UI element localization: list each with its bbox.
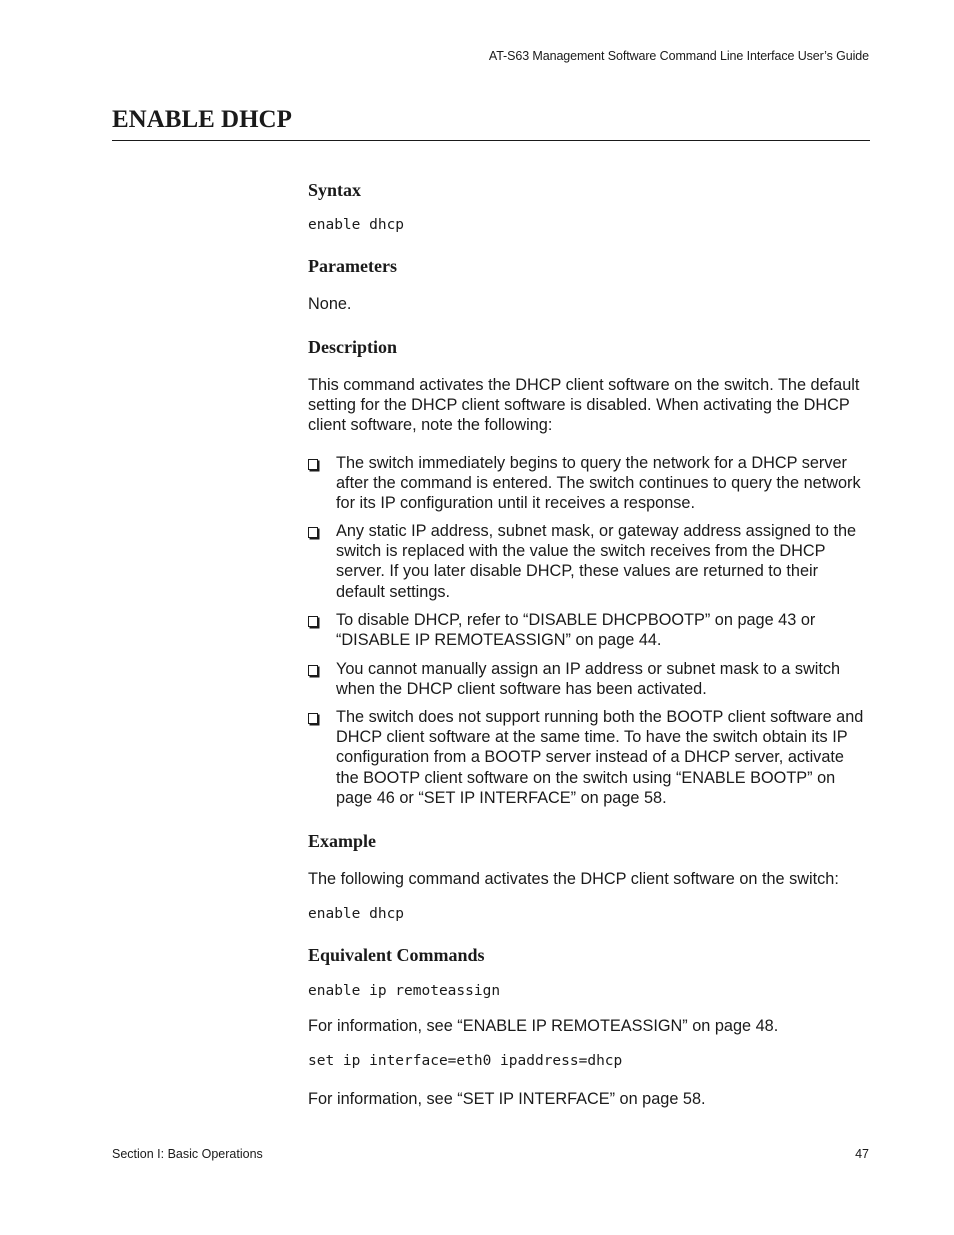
equivalent-code-2: set ip interface=eth0 ipaddress=dhcp — [308, 1053, 623, 1069]
parameters-text: None. — [308, 295, 352, 313]
bullet-text: To disable DHCP, refer to “DISABLE DHCPBOOTP” on page 43 or “DISABLE IP REMOTEASSIGN” on page 44. — [336, 611, 816, 650]
checkbox-bullet-icon — [308, 665, 318, 676]
checkbox-bullet-icon — [308, 459, 318, 470]
equivalent-info-1: For information, see “ENABLE IP REMOTEASSIGN” on page 48. — [308, 1017, 779, 1035]
example-heading: Example — [308, 831, 377, 851]
footer-page-number: 47 — [855, 1147, 869, 1161]
bullet-text: You cannot manually assign an IP address or subnet mask to a switch when the DHCP client software has been activated. — [336, 660, 841, 699]
footer-section: Section I: Basic Operations — [112, 1147, 263, 1161]
bullet-text: Any static IP address, subnet mask, or gateway address assigned to the switch is replaced with the value the switch receives from the DHCP server. If you later disable DHCP, these values are returned to their default settings. — [336, 522, 857, 601]
title-rule — [112, 140, 870, 141]
description-heading: Description — [308, 337, 397, 357]
example-text: The following command activates the DHCP client software on the switch: — [308, 870, 839, 888]
running-header: AT-S63 Management Software Command Line Interface User’s Guide — [488, 49, 869, 63]
equivalent-code-1: enable ip remoteassign — [308, 983, 501, 999]
equivalent-commands-heading: Equivalent Commands — [308, 945, 485, 965]
description-text: This command activates the DHCP client software on the switch. The default setting for the DHCP client software is disabled. When activating the DHCP client software, note the following: — [308, 376, 860, 435]
checkbox-bullet-icon — [308, 527, 318, 538]
syntax-heading: Syntax — [308, 180, 362, 200]
checkbox-bullet-icon — [308, 713, 318, 724]
page-title: ENABLE DHCP — [112, 106, 292, 133]
bullet-text: The switch immediately begins to query the network for a DHCP server after the command is entered. The switch continues to query the network for its IP configuration until it receives a response. — [336, 454, 861, 513]
checkbox-bullet-icon — [308, 616, 318, 627]
syntax-code: enable dhcp — [308, 217, 405, 233]
equivalent-info-2: For information, see “SET IP INTERFACE” on page 58. — [308, 1090, 706, 1108]
example-code: enable dhcp — [308, 906, 405, 922]
parameters-heading: Parameters — [308, 256, 397, 276]
bullet-text: The switch does not support running both the BOOTP client software and DHCP client software at the same time. To have the switch obtain its IP configuration from a BOOTP server instead of a DHCP server, activate the BOOTP client software on the switch using “ENABLE BOOTP” on page 46 or “SET IP INTERFACE” on page 58. — [336, 708, 864, 807]
